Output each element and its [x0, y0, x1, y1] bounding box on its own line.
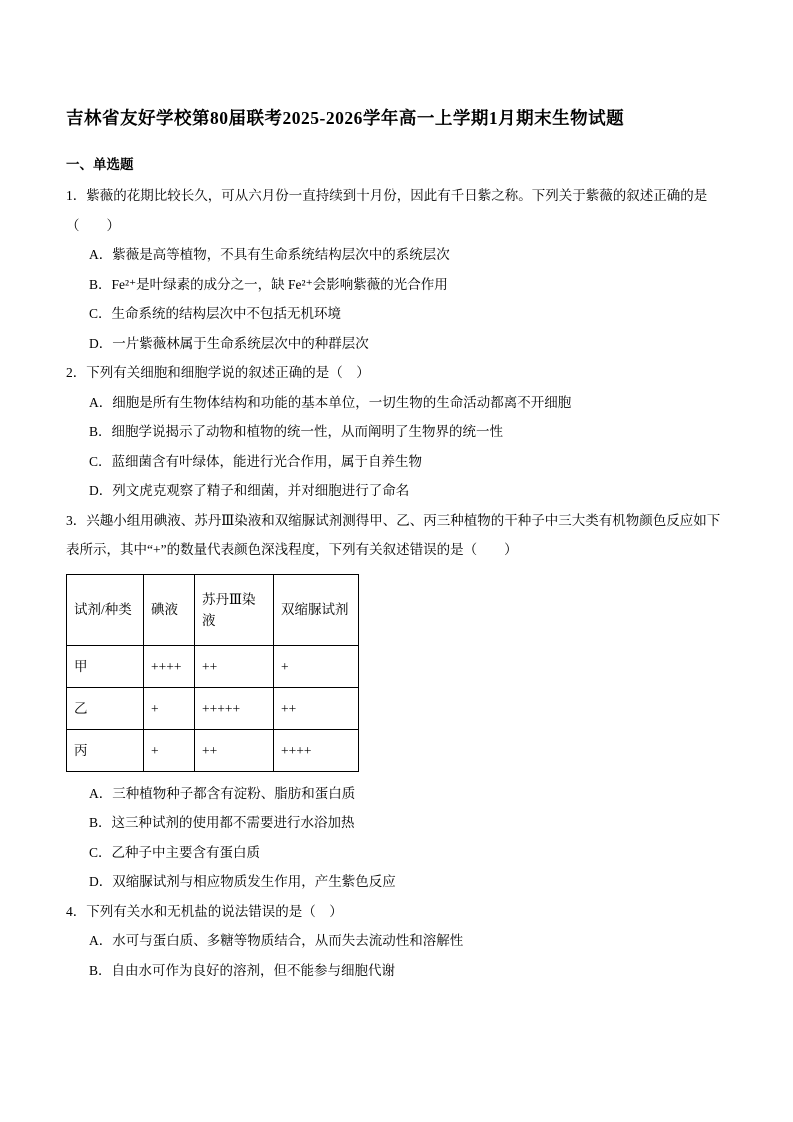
- question-3-stem: 3．兴趣小组用碘液、苏丹Ⅲ染液和双缩脲试剂测得甲、乙、丙三种植物的干种子中三大类有机物颜色反应如下表所示，其中“+”的数量代表颜色深浅程度，下列有关叙述错误的是（ ）: [66, 512, 721, 557]
- question-3: [66, 506, 727, 897]
- table-cell: 丙: [67, 729, 144, 771]
- table-row-bing: [67, 729, 359, 771]
- question-1-option-a: A．紫薇是高等植物，不具有生命系统结构层次中的系统层次: [89, 247, 450, 262]
- table-cell: ++: [195, 729, 274, 771]
- question-2-option-c: C．蓝细菌含有叶绿体，能进行光合作用，属于自养生物: [89, 453, 423, 469]
- table-cell: ++: [195, 645, 274, 687]
- table-row-jia: [67, 645, 359, 687]
- question-3-option-a: A．三种植物种子都含有淀粉、脂肪和蛋白质: [89, 785, 356, 801]
- question-1-option-c: C．生命系统的结构层次中不包括无机环境: [89, 306, 342, 321]
- question-2-option-b: B．细胞学说揭示了动物和植物的统一性，从而阐明了生物界的统一性: [89, 424, 504, 439]
- table-cell: +++++: [195, 687, 274, 729]
- question-1: [66, 181, 727, 358]
- table-cell: +: [144, 687, 195, 729]
- question-2-stem: 2．下列有关细胞和细胞学说的叙述正确的是（ ）: [66, 365, 370, 380]
- table-header-reagent: 试剂/种类: [67, 574, 144, 645]
- table-cell: ++++: [274, 729, 359, 771]
- question-2-option-d: D．列文虎克观察了精子和细菌，并对细胞进行了命名: [89, 483, 410, 498]
- table-header-sudan: 苏丹Ⅲ染液: [195, 574, 274, 645]
- question-3-option-b: B．这三种试剂的使用都不需要进行水浴加热: [89, 815, 355, 830]
- question-2: [66, 358, 727, 506]
- table-header-biuret: 双缩脲试剂: [274, 574, 359, 645]
- table-cell: ++++: [144, 645, 195, 687]
- question-1-option-b: B．Fe²⁺是叶绿素的成分之一，缺 Fe²⁺会影响紫薇的光合作用: [89, 276, 448, 292]
- table-cell: ++: [274, 687, 359, 729]
- section-heading: 一、单选题: [66, 157, 134, 172]
- table-cell: +: [144, 729, 195, 771]
- table-cell: +: [274, 645, 359, 687]
- color-reaction-table: [66, 574, 359, 772]
- table-header-iodine: 碘液: [144, 574, 195, 645]
- table-row-yi: [67, 687, 359, 729]
- question-2-option-a: A．细胞是所有生物体结构和功能的基本单位，一切生物的生命活动都离不开细胞: [89, 394, 572, 410]
- table-cell: 乙: [67, 687, 144, 729]
- table-header-row: [67, 574, 359, 645]
- question-1-option-d: D．一片紫薇林属于生命系统层次中的种群层次: [89, 335, 369, 351]
- question-3-option-c: C．乙种子中主要含有蛋白质: [89, 844, 261, 860]
- question-3-option-d: D．双缩脲试剂与相应物质发生作用，产生紫色反应: [89, 874, 396, 889]
- question-4-option-b: B．自由水可作为良好的溶剂，但不能参与细胞代谢: [89, 962, 396, 978]
- table-cell: 甲: [67, 645, 144, 687]
- question-4-stem: 4．下列有关水和无机盐的说法错误的是（ ）: [66, 903, 343, 919]
- question-1-stem: 1．紫薇的花期比较长久，可从六月份一直持续到十月份，因此有千日紫之称。下列关于紫薇的叙述正确的是（ ）: [66, 188, 708, 233]
- page-title: 吉林省友好学校第80届联考2025-2026学年高一上学期1月期末生物试题: [66, 108, 625, 128]
- question-4: [66, 897, 727, 986]
- question-4-option-a: A．水可与蛋白质、多糖等物质结合，从而失去流动性和溶解性: [89, 933, 464, 948]
